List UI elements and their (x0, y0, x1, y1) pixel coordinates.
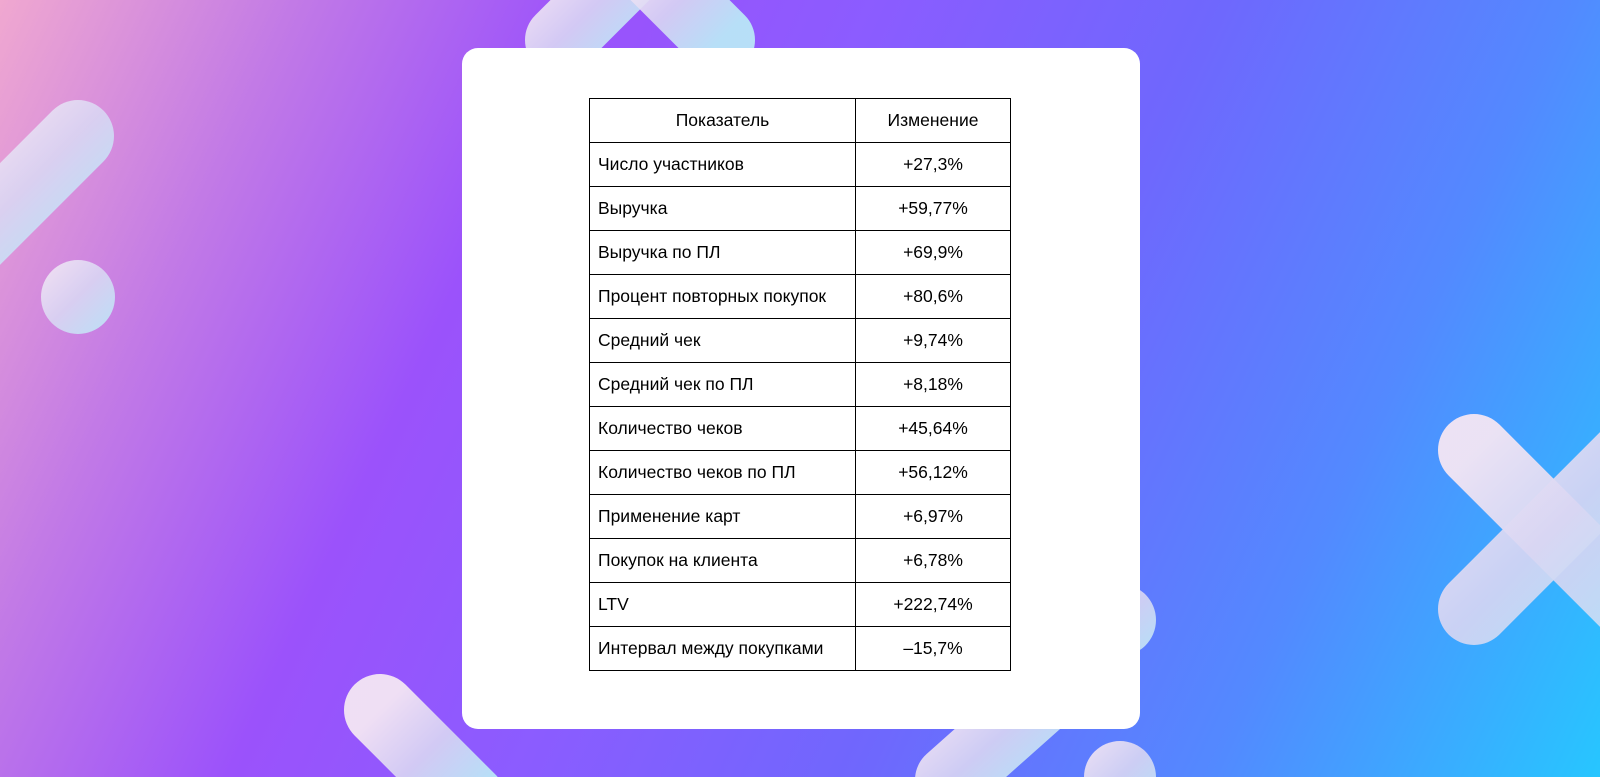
metric-cell: Количество чеков (590, 407, 856, 451)
change-cell: +27,3% (856, 143, 1011, 187)
metrics-table (589, 98, 1011, 671)
change-cell: +9,74% (856, 319, 1011, 363)
decor-bar-bottom-center (380, 710, 470, 777)
decor-cross-top-a (560, 0, 640, 40)
table-row (590, 187, 1011, 231)
decor-cross-top-b (640, 0, 720, 40)
metric-cell: Выручка (590, 187, 856, 231)
change-cell: +222,74% (856, 583, 1011, 627)
change-cell: +56,12% (856, 451, 1011, 495)
change-cell: +6,97% (856, 495, 1011, 539)
metric-cell: Выручка по ПЛ (590, 231, 856, 275)
metric-cell: Средний чек (590, 319, 856, 363)
table-row (590, 539, 1011, 583)
content-card (462, 48, 1140, 729)
change-cell: +69,9% (856, 231, 1011, 275)
change-cell: +6,78% (856, 539, 1011, 583)
table-row (590, 583, 1011, 627)
table-row (590, 495, 1011, 539)
table-row (590, 407, 1011, 451)
table-row (590, 627, 1011, 671)
column-header-metric: Показатель (590, 99, 856, 143)
table-row (590, 231, 1011, 275)
column-header-change: Изменение (856, 99, 1011, 143)
metric-cell: Применение карт (590, 495, 856, 539)
change-cell: +45,64% (856, 407, 1011, 451)
metric-cell: Процент повторных покупок (590, 275, 856, 319)
metric-cell: Интервал между покупками (590, 627, 856, 671)
change-cell: +8,18% (856, 363, 1011, 407)
decor-bar-left (0, 136, 78, 244)
change-cell: +59,77% (856, 187, 1011, 231)
decor-circle-bottom-right (1084, 741, 1156, 777)
table-row (590, 363, 1011, 407)
change-cell: –15,7% (856, 627, 1011, 671)
table-row (590, 319, 1011, 363)
metric-cell: Средний чек по ПЛ (590, 363, 856, 407)
table-row (590, 275, 1011, 319)
metric-cell: Число участников (590, 143, 856, 187)
metric-cell: LTV (590, 583, 856, 627)
table-row (590, 451, 1011, 495)
table-header-row (590, 99, 1011, 143)
change-cell: +80,6% (856, 275, 1011, 319)
metric-cell: Количество чеков по ПЛ (590, 451, 856, 495)
decor-circle-left (41, 260, 115, 334)
table-row (590, 143, 1011, 187)
metric-cell: Покупок на клиента (590, 539, 856, 583)
